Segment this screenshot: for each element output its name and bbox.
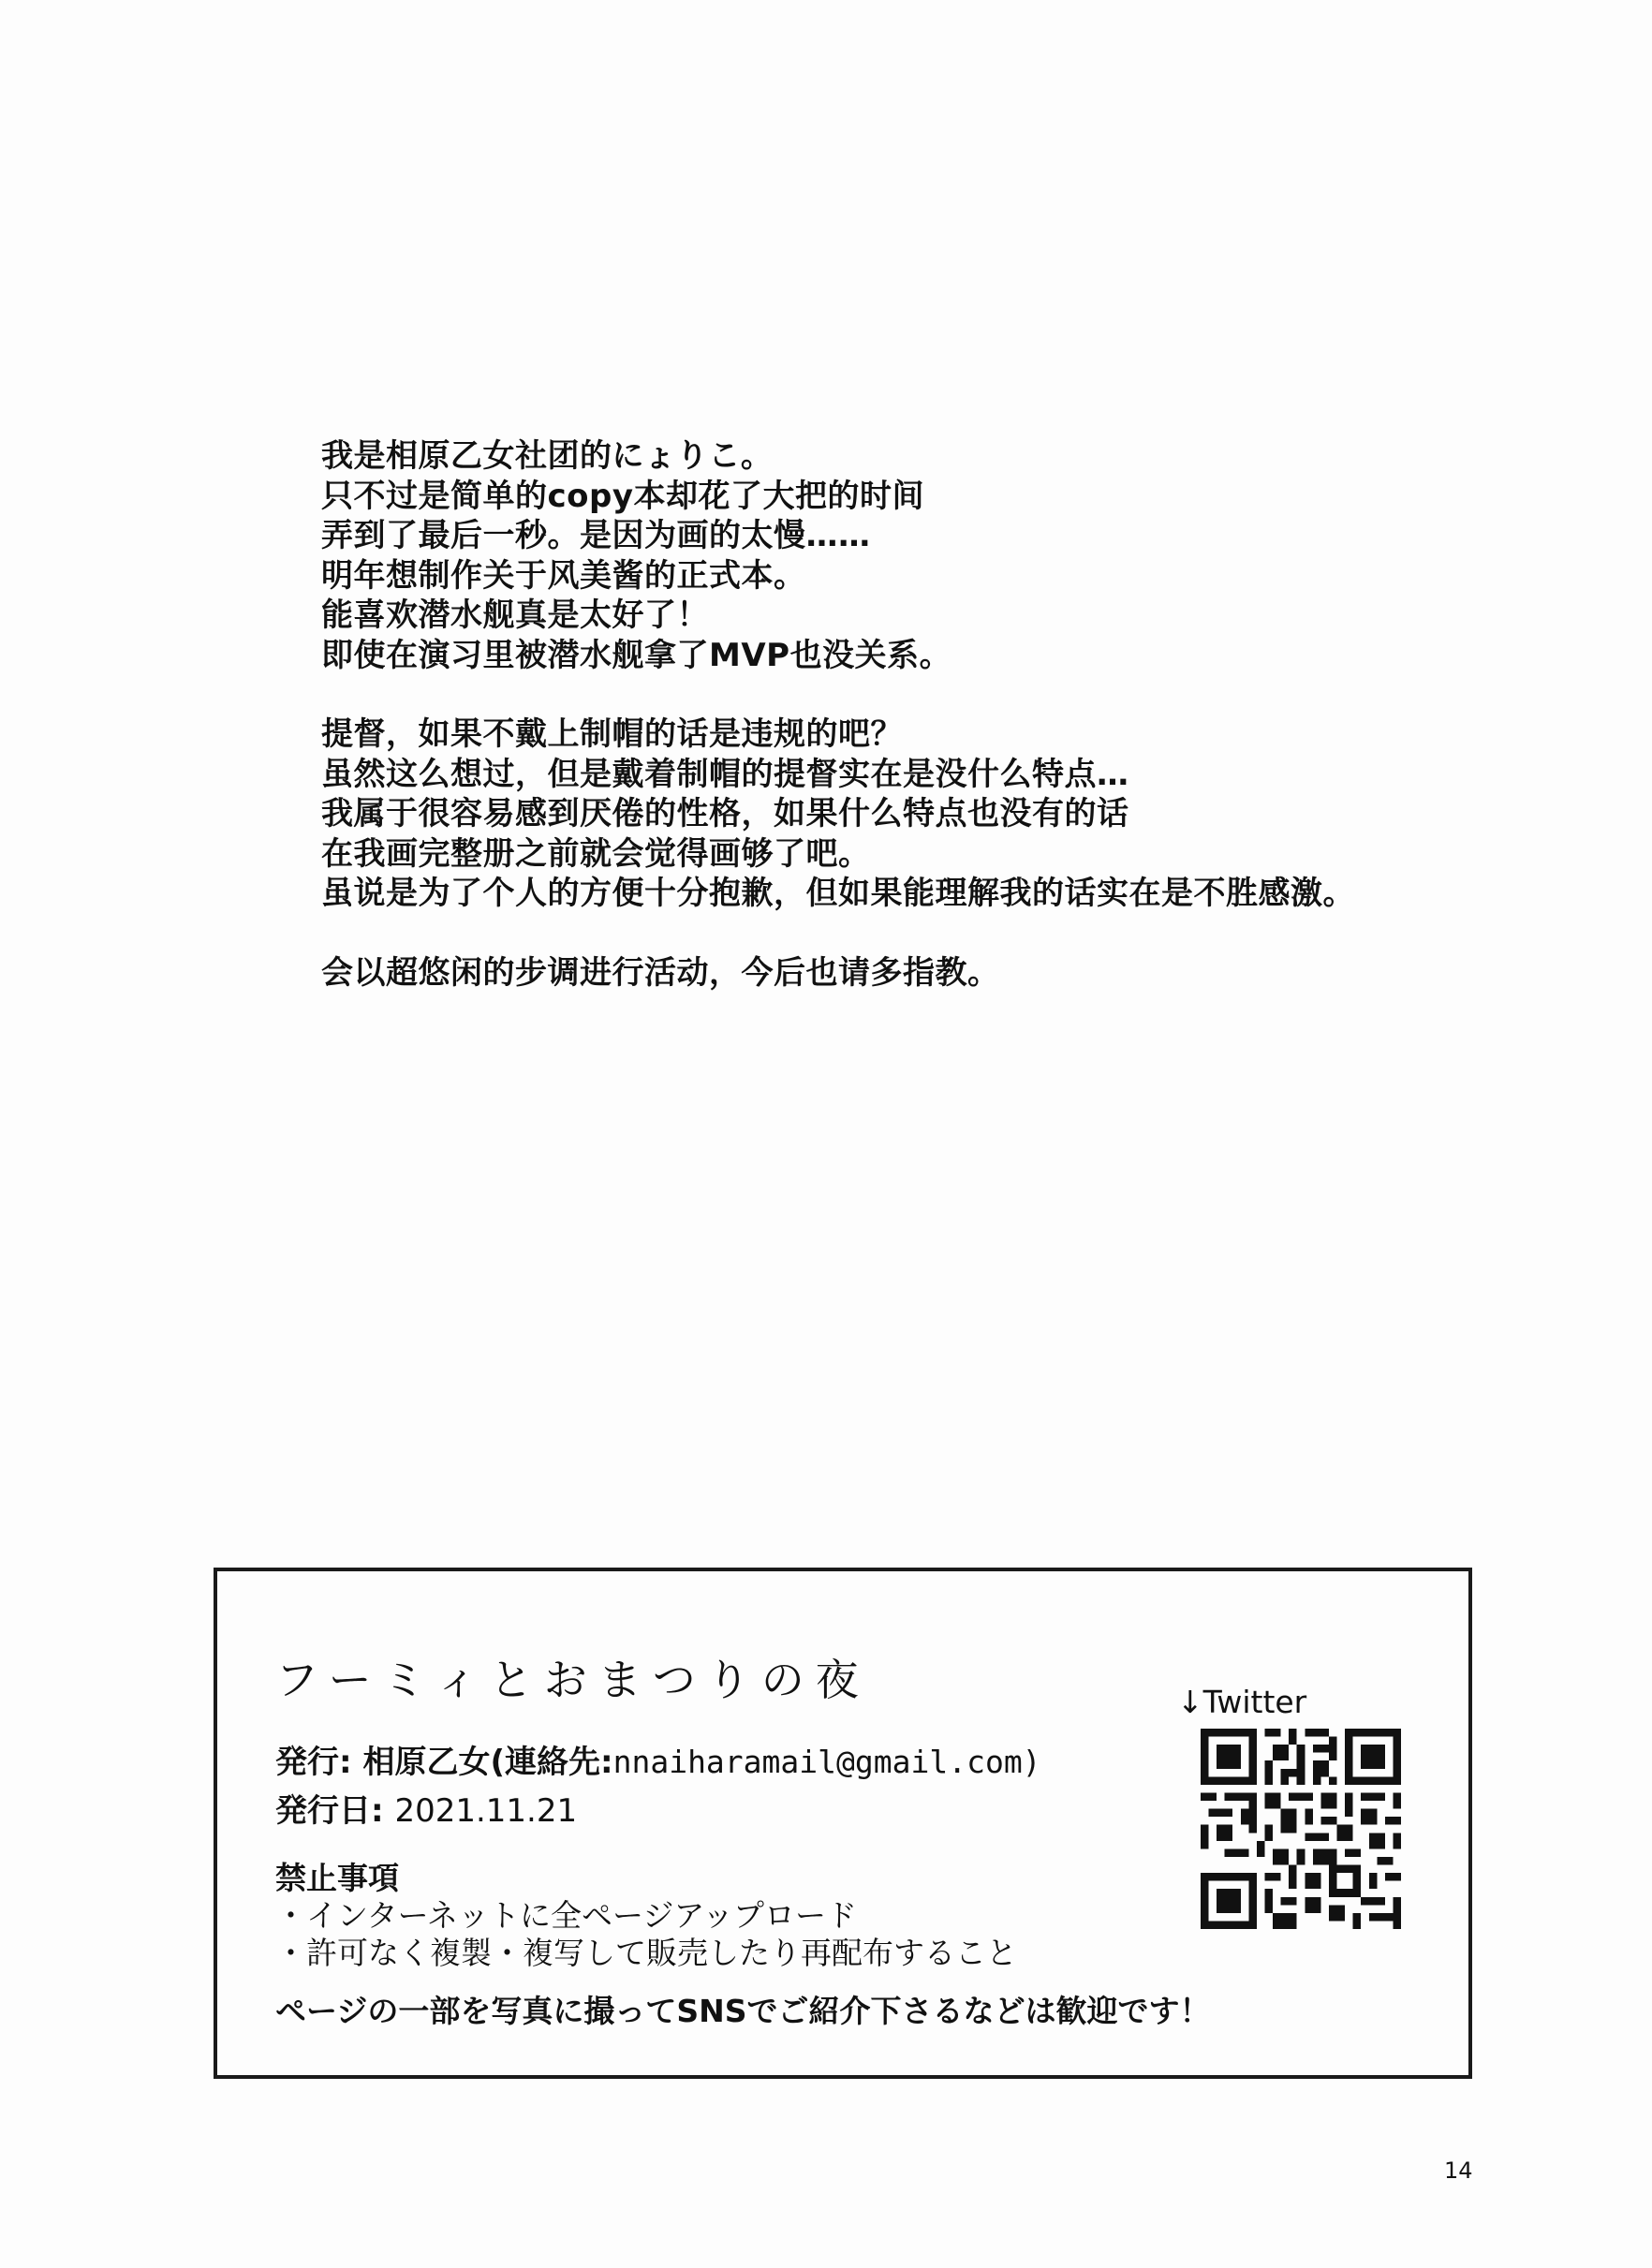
prohibited-section (275, 1860, 1017, 1972)
afterword-line: 即使在演习里被潜水舰拿了MVP也没关系。 (321, 636, 952, 674)
qr-code-icon[interactable] (1201, 1729, 1401, 1929)
afterword-line: 提督，如果不戴上制帽的话是违规的吧？ (321, 715, 903, 753)
book-title: フーミィとおまつりの夜 (275, 1655, 870, 1705)
welcome-note: ページの一部を写真に撮ってSNSでご紹介下さるなどは歓迎です！ (275, 1993, 1211, 2029)
publisher-line (275, 1736, 1041, 1782)
prohibited-item: ・許可なく複製・複写して販売したり再配布すること (275, 1935, 1017, 1971)
afterword-line: 虽然这么想过，但是戴着制帽的提督实在是没什么特点… (321, 755, 1129, 793)
afterword-line: 在我画完整册之前就会觉得画够了吧。 (321, 834, 871, 873)
publisher-name: 相原乙女(連絡先: (362, 1744, 613, 1781)
colophon-box (214, 1568, 1472, 2079)
afterword-line: 虽说是为了个人的方便十分抱歉，但如果能理解我的话实在是不胜感激。 (321, 875, 1355, 912)
prohibited-item: ・インターネットに全ページアップロード (275, 1897, 858, 1934)
afterword-line: 能喜欢潜水舰真是太好了！ (321, 596, 709, 634)
afterword-line: 弄到了最后一秒。是因为画的太慢…… (321, 517, 871, 554)
afterword-line: 我属于很容易感到厌倦的性格，如果什么特点也没有的话 (321, 795, 1129, 832)
afterword-paragraph (321, 714, 1539, 914)
date-value: 2021.11.21 (394, 1792, 578, 1830)
twitter-label: ↓Twitter (1177, 1684, 1307, 1720)
prohibited-heading: 禁止事項 (275, 1860, 399, 1896)
afterword-line: 明年想制作关于风美酱的正式本。 (321, 556, 806, 595)
date-label: 発行日: (275, 1792, 384, 1830)
afterword-line: 只不过是简单的copy本却花了大把的时间 (321, 477, 925, 515)
page-number: 14 (1444, 2158, 1473, 2184)
afterword-line: 会以超悠闲的步调进行活动，今后也请多指教。 (321, 953, 1000, 992)
publisher-label: 発行: (275, 1744, 352, 1781)
date-line (275, 1785, 577, 1831)
afterword-paragraph (321, 436, 1539, 675)
afterword-line: 我是相原乙女社团的にょりこ。 (321, 437, 774, 475)
afterword (321, 436, 1539, 1032)
publisher-email: nnaiharamail@gmail.com) (612, 1744, 1041, 1780)
afterword-paragraph (321, 953, 1539, 994)
